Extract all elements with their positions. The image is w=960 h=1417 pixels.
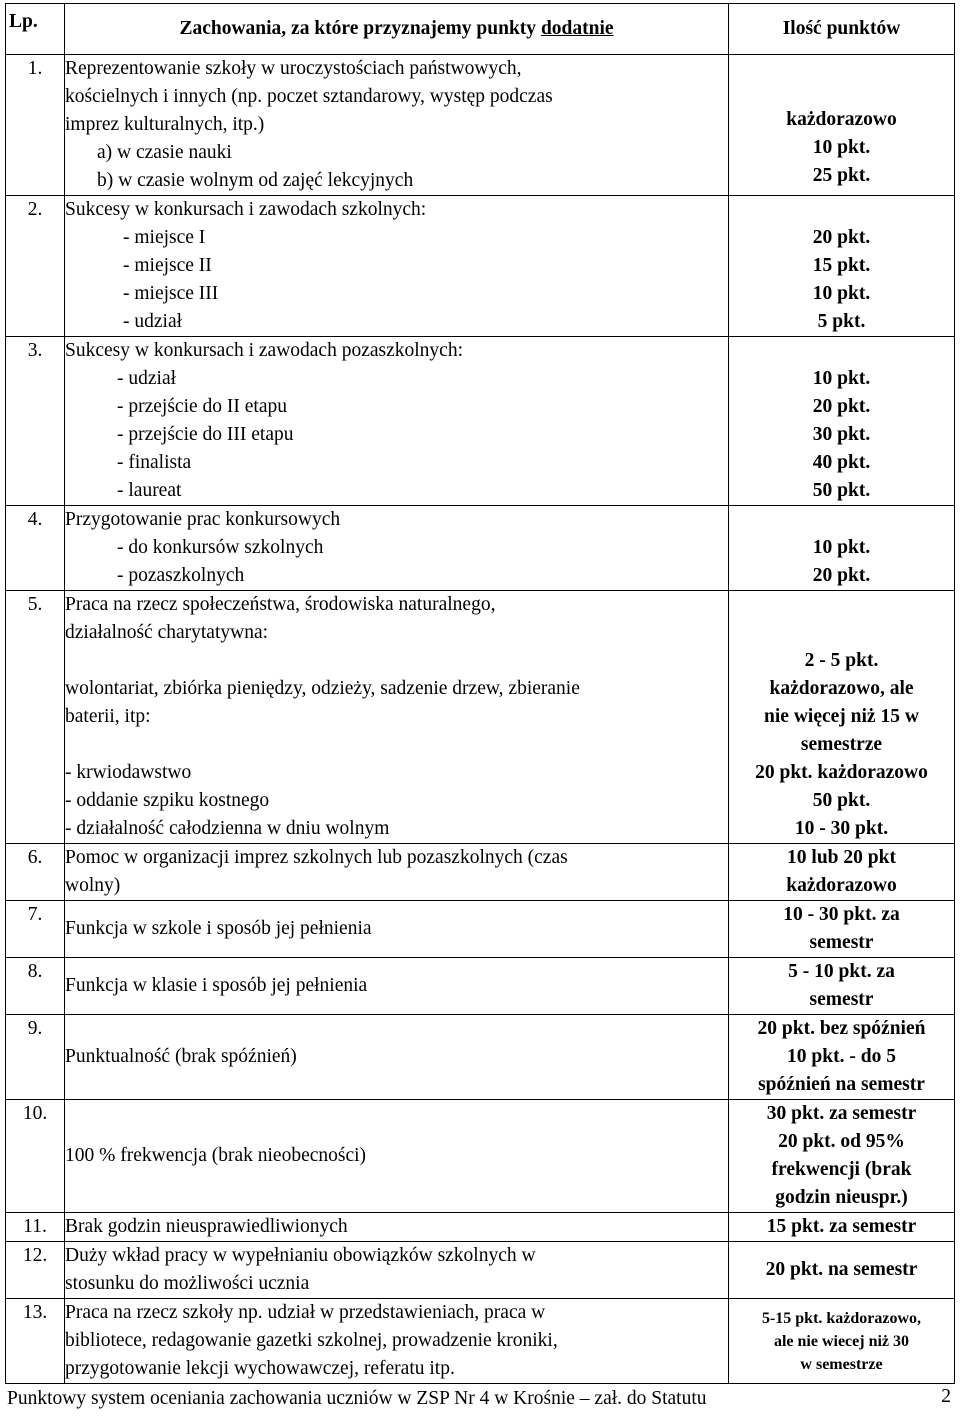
row-number: 6. <box>6 844 65 901</box>
row-number: 13. <box>6 1299 65 1384</box>
points-line: nie więcej niż 15 w <box>764 706 919 727</box>
row-points <box>729 844 955 901</box>
header-points: Ilość punktów <box>729 4 955 55</box>
row-description <box>65 506 729 591</box>
points-line: 40 pkt. <box>812 452 871 473</box>
desc-line: Praca na rzecz społeczeństwa, środowiska naturalnego, <box>65 594 496 615</box>
row-description <box>65 1213 729 1242</box>
desc-line: - udział <box>117 368 177 389</box>
row-description <box>65 55 729 196</box>
row-points <box>729 337 955 506</box>
points-line: 20 pkt. od 95% <box>778 1131 905 1152</box>
points-line: 15 pkt. za semestr <box>766 1216 917 1237</box>
row-description <box>65 844 729 901</box>
points-line: godzin nieuspr.) <box>775 1187 908 1208</box>
header-lp: Lp. <box>6 4 65 55</box>
table-row <box>6 55 955 196</box>
row-number: 10. <box>6 1100 65 1213</box>
row-description <box>65 958 729 1015</box>
table-row <box>6 1015 955 1100</box>
page-number: 2 <box>941 1386 951 1407</box>
points-line: każdorazowo, ale <box>769 678 914 699</box>
row-description <box>65 196 729 337</box>
row-number: 12. <box>6 1242 65 1299</box>
desc-line: - do konkursów szkolnych <box>117 537 324 558</box>
desc-line: - działalność całodzienna w dniu wolnym <box>65 818 390 839</box>
table-row <box>6 506 955 591</box>
desc-line: Funkcja w klasie i sposób jej pełnienia <box>65 975 368 996</box>
desc-line: wolontariat, zbiórka pieniędzy, odzieży, sadzenie drzew, zbieranie <box>65 678 580 699</box>
points-line: 30 pkt. <box>812 424 871 445</box>
desc-line: Sukcesy w konkursach i zawodach szkolnych: <box>65 199 427 220</box>
desc-line: - miejsce II <box>123 255 212 276</box>
header-title-underlined: dodatnie <box>540 18 614 39</box>
row-points <box>729 506 955 591</box>
points-line: 10 pkt. <box>812 137 871 158</box>
desc-line: baterii, itp: <box>65 706 151 727</box>
points-line: w semestrze <box>800 1355 883 1373</box>
row-number: 8. <box>6 958 65 1015</box>
points-line: semestrze <box>800 734 883 755</box>
desc-line: 100 % frekwencja (brak nieobecności) <box>65 1145 367 1166</box>
table-header-row <box>6 4 955 55</box>
footer-text: Punktowy system oceniania zachowania uczniów w ZSP Nr 4 w Krośnie – zał. do Statutu <box>7 1388 707 1409</box>
row-points <box>729 901 955 958</box>
desc-line: Punktualność (brak spóźnień) <box>65 1046 297 1067</box>
header-title <box>65 4 729 55</box>
desc-line: Praca na rzecz szkoły np. udział w przedstawieniach, praca w <box>65 1302 546 1323</box>
points-line: 20 pkt. każdorazowo <box>755 762 928 783</box>
points-line: 10 pkt. - do 5 <box>787 1046 896 1067</box>
desc-line: działalność charytatywna: <box>65 622 269 643</box>
table-row <box>6 337 955 506</box>
desc-line: imprez kulturalnych, itp.) <box>65 114 265 135</box>
points-line: 5 - 10 pkt. za <box>788 961 895 982</box>
points-line: 5-15 pkt. każdorazowo, <box>761 1309 922 1327</box>
row-points <box>729 55 955 196</box>
desc-line: przygotowanie lekcji wychowawczej, referatu itp. <box>65 1358 455 1379</box>
points-line: 5 pkt. <box>817 311 866 332</box>
desc-line: Pomoc w organizacji imprez szkolnych lub pozaszkolnych (czas <box>65 847 568 868</box>
table-row <box>6 1100 955 1213</box>
table-row <box>6 958 955 1015</box>
points-line: 20 pkt. na semestr <box>765 1259 918 1280</box>
row-number: 2. <box>6 196 65 337</box>
points-line: frekwencji (brak <box>771 1159 912 1180</box>
points-line: 10 pkt. <box>812 368 871 389</box>
row-number: 11. <box>6 1213 65 1242</box>
desc-line: - oddanie szpiku kostnego <box>65 790 270 811</box>
desc-line: - krwiodawstwo <box>65 762 192 783</box>
row-points <box>729 958 955 1015</box>
table-row <box>6 1299 955 1384</box>
desc-line: Funkcja w szkole i sposób jej pełnienia <box>65 918 372 939</box>
table-row <box>6 196 955 337</box>
points-line: 25 pkt. <box>812 165 871 186</box>
row-number: 5. <box>6 591 65 844</box>
row-number: 9. <box>6 1015 65 1100</box>
desc-line: stosunku do możliwości ucznia <box>65 1273 310 1294</box>
row-points <box>729 196 955 337</box>
points-line: 2 - 5 pkt. <box>804 650 879 671</box>
points-line: 20 pkt. <box>812 396 871 417</box>
points-line: 10 - 30 pkt. za <box>783 904 900 925</box>
desc-line: wolny) <box>65 875 121 896</box>
row-description <box>65 337 729 506</box>
points-line: 20 pkt. bez spóźnień <box>757 1018 926 1039</box>
desc-line: - udział <box>123 311 183 332</box>
row-points <box>729 1213 955 1242</box>
points-line: 10 - 30 pkt. <box>794 818 889 839</box>
table-row <box>6 901 955 958</box>
table-row <box>6 844 955 901</box>
page-footer <box>7 1383 955 1410</box>
points-line: 20 pkt. <box>812 565 871 586</box>
desc-line: bibliotece, redagowanie gazetki szkolnej, prowadzenie kroniki, <box>65 1330 558 1351</box>
row-description <box>65 1100 729 1213</box>
points-line: każdorazowo <box>786 875 897 896</box>
desc-line: Sukcesy w konkursach i zawodach pozaszkolnych: <box>65 340 464 361</box>
row-description <box>65 591 729 844</box>
desc-line: - przejście do III etapu <box>117 424 294 445</box>
desc-line: - laureat <box>117 480 182 501</box>
desc-line: Reprezentowanie szkoły w uroczystościach państwowych, <box>65 58 522 79</box>
desc-line: Duży wkład pracy w wypełnianiu obowiązków szkolnych w <box>65 1245 536 1266</box>
points-line: 50 pkt. <box>812 790 871 811</box>
desc-line: - pozaszkolnych <box>117 565 245 586</box>
points-line: każdorazowo <box>786 109 897 130</box>
desc-line: kościelnych i innych (np. poczet sztandarowy, występ podczas <box>65 86 553 107</box>
row-points <box>729 1100 955 1213</box>
points-line: semestr <box>809 989 874 1010</box>
table-row <box>6 1213 955 1242</box>
row-points <box>729 591 955 844</box>
header-title-prefix: Zachowania, za które przyznajemy punkty <box>179 18 541 39</box>
row-description <box>65 1299 729 1384</box>
row-description <box>65 1242 729 1299</box>
points-line: 15 pkt. <box>812 255 871 276</box>
desc-line: b) w czasie wolnym od zajęć lekcyjnych <box>97 170 414 191</box>
points-line: semestr <box>809 932 874 953</box>
row-number: 7. <box>6 901 65 958</box>
desc-line: - miejsce III <box>123 283 219 304</box>
points-line: 20 pkt. <box>812 227 871 248</box>
desc-line: - finalista <box>117 452 192 473</box>
points-line: spóźnień na semestr <box>758 1074 925 1095</box>
points-line: 50 pkt. <box>812 480 871 501</box>
row-number: 1. <box>6 55 65 196</box>
desc-line: a) w czasie nauki <box>97 142 232 163</box>
row-points <box>729 1299 955 1384</box>
points-line: 10 pkt. <box>812 537 871 558</box>
points-line: 30 pkt. za semestr <box>766 1103 917 1124</box>
row-number: 3. <box>6 337 65 506</box>
row-description <box>65 1015 729 1100</box>
desc-line: - przejście do II etapu <box>117 396 287 417</box>
table-row <box>6 1242 955 1299</box>
row-points <box>729 1242 955 1299</box>
points-line: 10 lub 20 pkt <box>787 847 896 868</box>
desc-line: Brak godzin nieusprawiedliwionych <box>65 1216 348 1237</box>
row-description <box>65 901 729 958</box>
points-line: ale nie wiecej niż 30 <box>773 1332 910 1350</box>
desc-line: - miejsce I <box>123 227 206 248</box>
table-row <box>6 591 955 844</box>
points-line: 10 pkt. <box>812 283 871 304</box>
row-points <box>729 1015 955 1100</box>
row-number: 4. <box>6 506 65 591</box>
points-table <box>5 3 955 1384</box>
desc-line: Przygotowanie prac konkursowych <box>65 509 341 530</box>
